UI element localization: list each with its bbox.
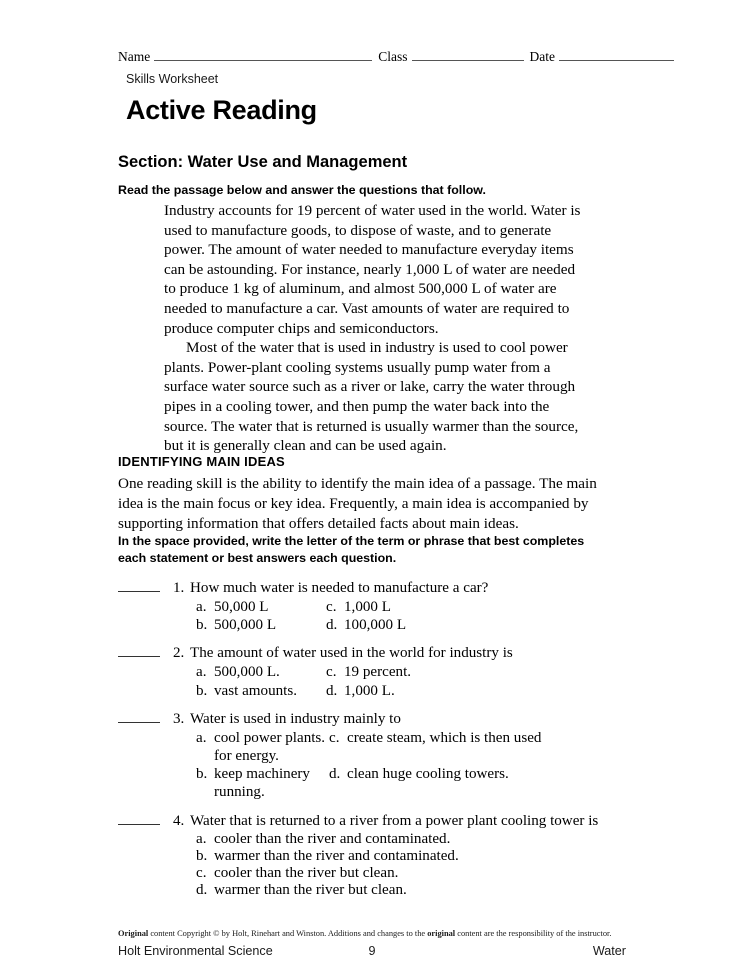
option-a-text: cool power plants.: [214, 729, 326, 746]
questions-list: [118, 580, 638, 910]
page-footer: [118, 944, 626, 958]
question-item: [118, 645, 638, 699]
option-d[interactable]: [329, 765, 638, 801]
question-text: How much water is needed to manufacture a car?: [190, 580, 489, 596]
option-a[interactable]: [118, 729, 329, 747]
option-d-text: clean huge cooling towers.: [347, 766, 509, 783]
name-input-rule[interactable]: [154, 48, 372, 61]
option-b-text: vast amounts.: [214, 682, 298, 699]
page-title: Active Reading: [126, 95, 317, 125]
option-row: [118, 616, 638, 634]
option-d[interactable]: [326, 616, 638, 634]
option-b-letter: b.: [196, 682, 208, 699]
passage-text: [164, 201, 588, 456]
question-number: 2.: [173, 645, 185, 662]
option-d[interactable]: [196, 882, 638, 899]
class-input-rule[interactable]: [412, 48, 524, 61]
answer-blank[interactable]: [118, 580, 160, 592]
copyright-end-text: content are the responsibility of the instructor.: [455, 929, 612, 938]
copyright-notice: [118, 928, 628, 939]
option-c-text: 19 percent.: [344, 664, 412, 681]
option-a[interactable]: [196, 831, 638, 848]
question-number: 3.: [173, 710, 185, 727]
question-item: [118, 711, 638, 802]
question-text: Water that is returned to a river from a power plant cooling tower is: [190, 812, 599, 829]
option-c-letter: c.: [326, 599, 337, 615]
option-b[interactable]: [118, 765, 329, 801]
question-options: [118, 598, 638, 634]
option-a[interactable]: [118, 663, 326, 681]
option-a-letter: a.: [196, 729, 207, 746]
option-a-text: cooler than the river and contaminated.: [214, 830, 451, 847]
option-a-text: 500,000 L.: [214, 664, 280, 681]
option-a-text: 50,000 L: [214, 599, 269, 615]
question-options: [118, 831, 638, 899]
identifying-main-ideas-heading: IDENTIFYING MAIN IDEAS: [118, 454, 285, 469]
question-options: [118, 729, 638, 802]
option-c[interactable]: [196, 865, 638, 882]
question-heading: [118, 645, 638, 662]
date-label: Date: [529, 49, 555, 64]
option-c[interactable]: [329, 729, 638, 747]
option-row: [118, 598, 638, 616]
option-c-text: 1,000 L: [344, 599, 391, 615]
footer-page-number: 9: [368, 944, 376, 958]
option-d-letter: d.: [196, 881, 208, 898]
read-passage-instruction: Read the passage below and answer the questions that follow.: [118, 183, 486, 197]
copyright-middle-text: content Copyright © by Holt, Rinehart and Winston. Additions and changes to the: [148, 929, 428, 938]
option-b-text: keep machinery running.: [214, 766, 310, 801]
passage-paragraph-2: Most of the water that is used in industry is used to cool power plants. Power-plant cooling systems usually pump water from a surface water source such as a river or lake, carry the water through pipes in a cooling tower, and then pump the water back into the source. The water that is returned is usually warmer than the source, but it is generally clean and can be used again.: [164, 339, 579, 455]
option-row: [118, 663, 638, 681]
option-b-letter: b.: [196, 847, 208, 864]
answer-blank[interactable]: [118, 645, 160, 657]
option-c-text: create steam, which is then used: [347, 729, 542, 746]
question-text: Water is used in industry mainly to: [190, 710, 401, 727]
option-c-letter: c.: [326, 664, 337, 681]
option-c-text: cooler than the river but clean.: [214, 864, 399, 881]
question-heading: [118, 813, 638, 830]
option-a-letter: a.: [196, 830, 207, 847]
question-heading: [118, 711, 638, 728]
identifying-main-ideas-body: One reading skill is the ability to identify the main idea of a passage. The main idea is the main focus or key idea. Frequently, a main idea is accompanied by supporting information that offers detailed facts about main ideas.: [118, 475, 597, 532]
footer-chapter: Water: [592, 944, 626, 958]
question-number: 4.: [173, 812, 185, 829]
question-number: 1.: [173, 580, 185, 596]
question-item: [118, 813, 638, 899]
question-options: [118, 663, 638, 699]
option-d-text: 1,000 L.: [344, 682, 395, 699]
option-b-letter: b.: [196, 617, 208, 634]
option-b[interactable]: [118, 616, 326, 634]
answer-blank[interactable]: [118, 711, 160, 723]
name-label: Name: [118, 49, 151, 64]
date-input-rule[interactable]: [559, 48, 674, 61]
option-a-continuation: for energy.: [214, 748, 279, 765]
option-b-text: warmer than the river and contaminated.: [214, 847, 459, 864]
option-a-letter: a.: [196, 664, 207, 681]
option-d-text: 100,000 L: [344, 617, 407, 634]
option-c-letter: c.: [196, 864, 207, 881]
copyright-bold-original-1: Original: [118, 929, 149, 938]
answer-blank[interactable]: [118, 813, 160, 825]
passage-paragraph-1: Industry accounts for 19 percent of water used in the world. Water is used to manufacture goods, to dispose of waste, and to generate power. The amount of water needed to manufacture everyday items can be astounding. For instance, nearly 1,000 L of water are needed to produce 1 kg of aluminum, and almost 500,000 L of water are needed to manufacture a car. Vast amounts of water are required to produce computer chips and semiconductors.: [164, 202, 581, 337]
class-label: Class: [378, 49, 408, 64]
option-b[interactable]: [196, 848, 638, 865]
section-heading: Section: Water Use and Management: [118, 153, 408, 171]
question-text: The amount of water used in the world for industry is: [190, 645, 513, 662]
option-a-letter: a.: [196, 599, 207, 615]
option-row: [118, 682, 638, 700]
option-c-letter: c.: [329, 729, 340, 746]
option-d[interactable]: [326, 682, 638, 700]
option-a[interactable]: [118, 598, 326, 616]
option-d-letter: d.: [329, 766, 341, 783]
option-row: [118, 765, 638, 801]
option-b-letter: b.: [196, 766, 208, 783]
question-item: [118, 580, 638, 634]
option-b[interactable]: [118, 682, 326, 700]
student-info-line: [118, 48, 626, 65]
answer-instruction: In the space provided, write the letter of the term or phrase that best completes each statement or best answers each question.: [118, 534, 585, 565]
option-d-letter: d.: [326, 682, 338, 699]
option-c[interactable]: [326, 663, 638, 681]
copyright-bold-original-2: original: [427, 929, 456, 938]
option-d-text: warmer than the river but clean.: [214, 881, 407, 898]
option-row: [118, 729, 638, 747]
option-d-letter: d.: [326, 617, 338, 634]
option-c[interactable]: [326, 598, 638, 616]
option-b-text: 500,000 L: [214, 617, 277, 634]
footer-book-title: Holt Environmental Science: [118, 944, 273, 958]
skills-worksheet-label: Skills Worksheet: [126, 72, 219, 86]
question-heading: [118, 580, 638, 597]
